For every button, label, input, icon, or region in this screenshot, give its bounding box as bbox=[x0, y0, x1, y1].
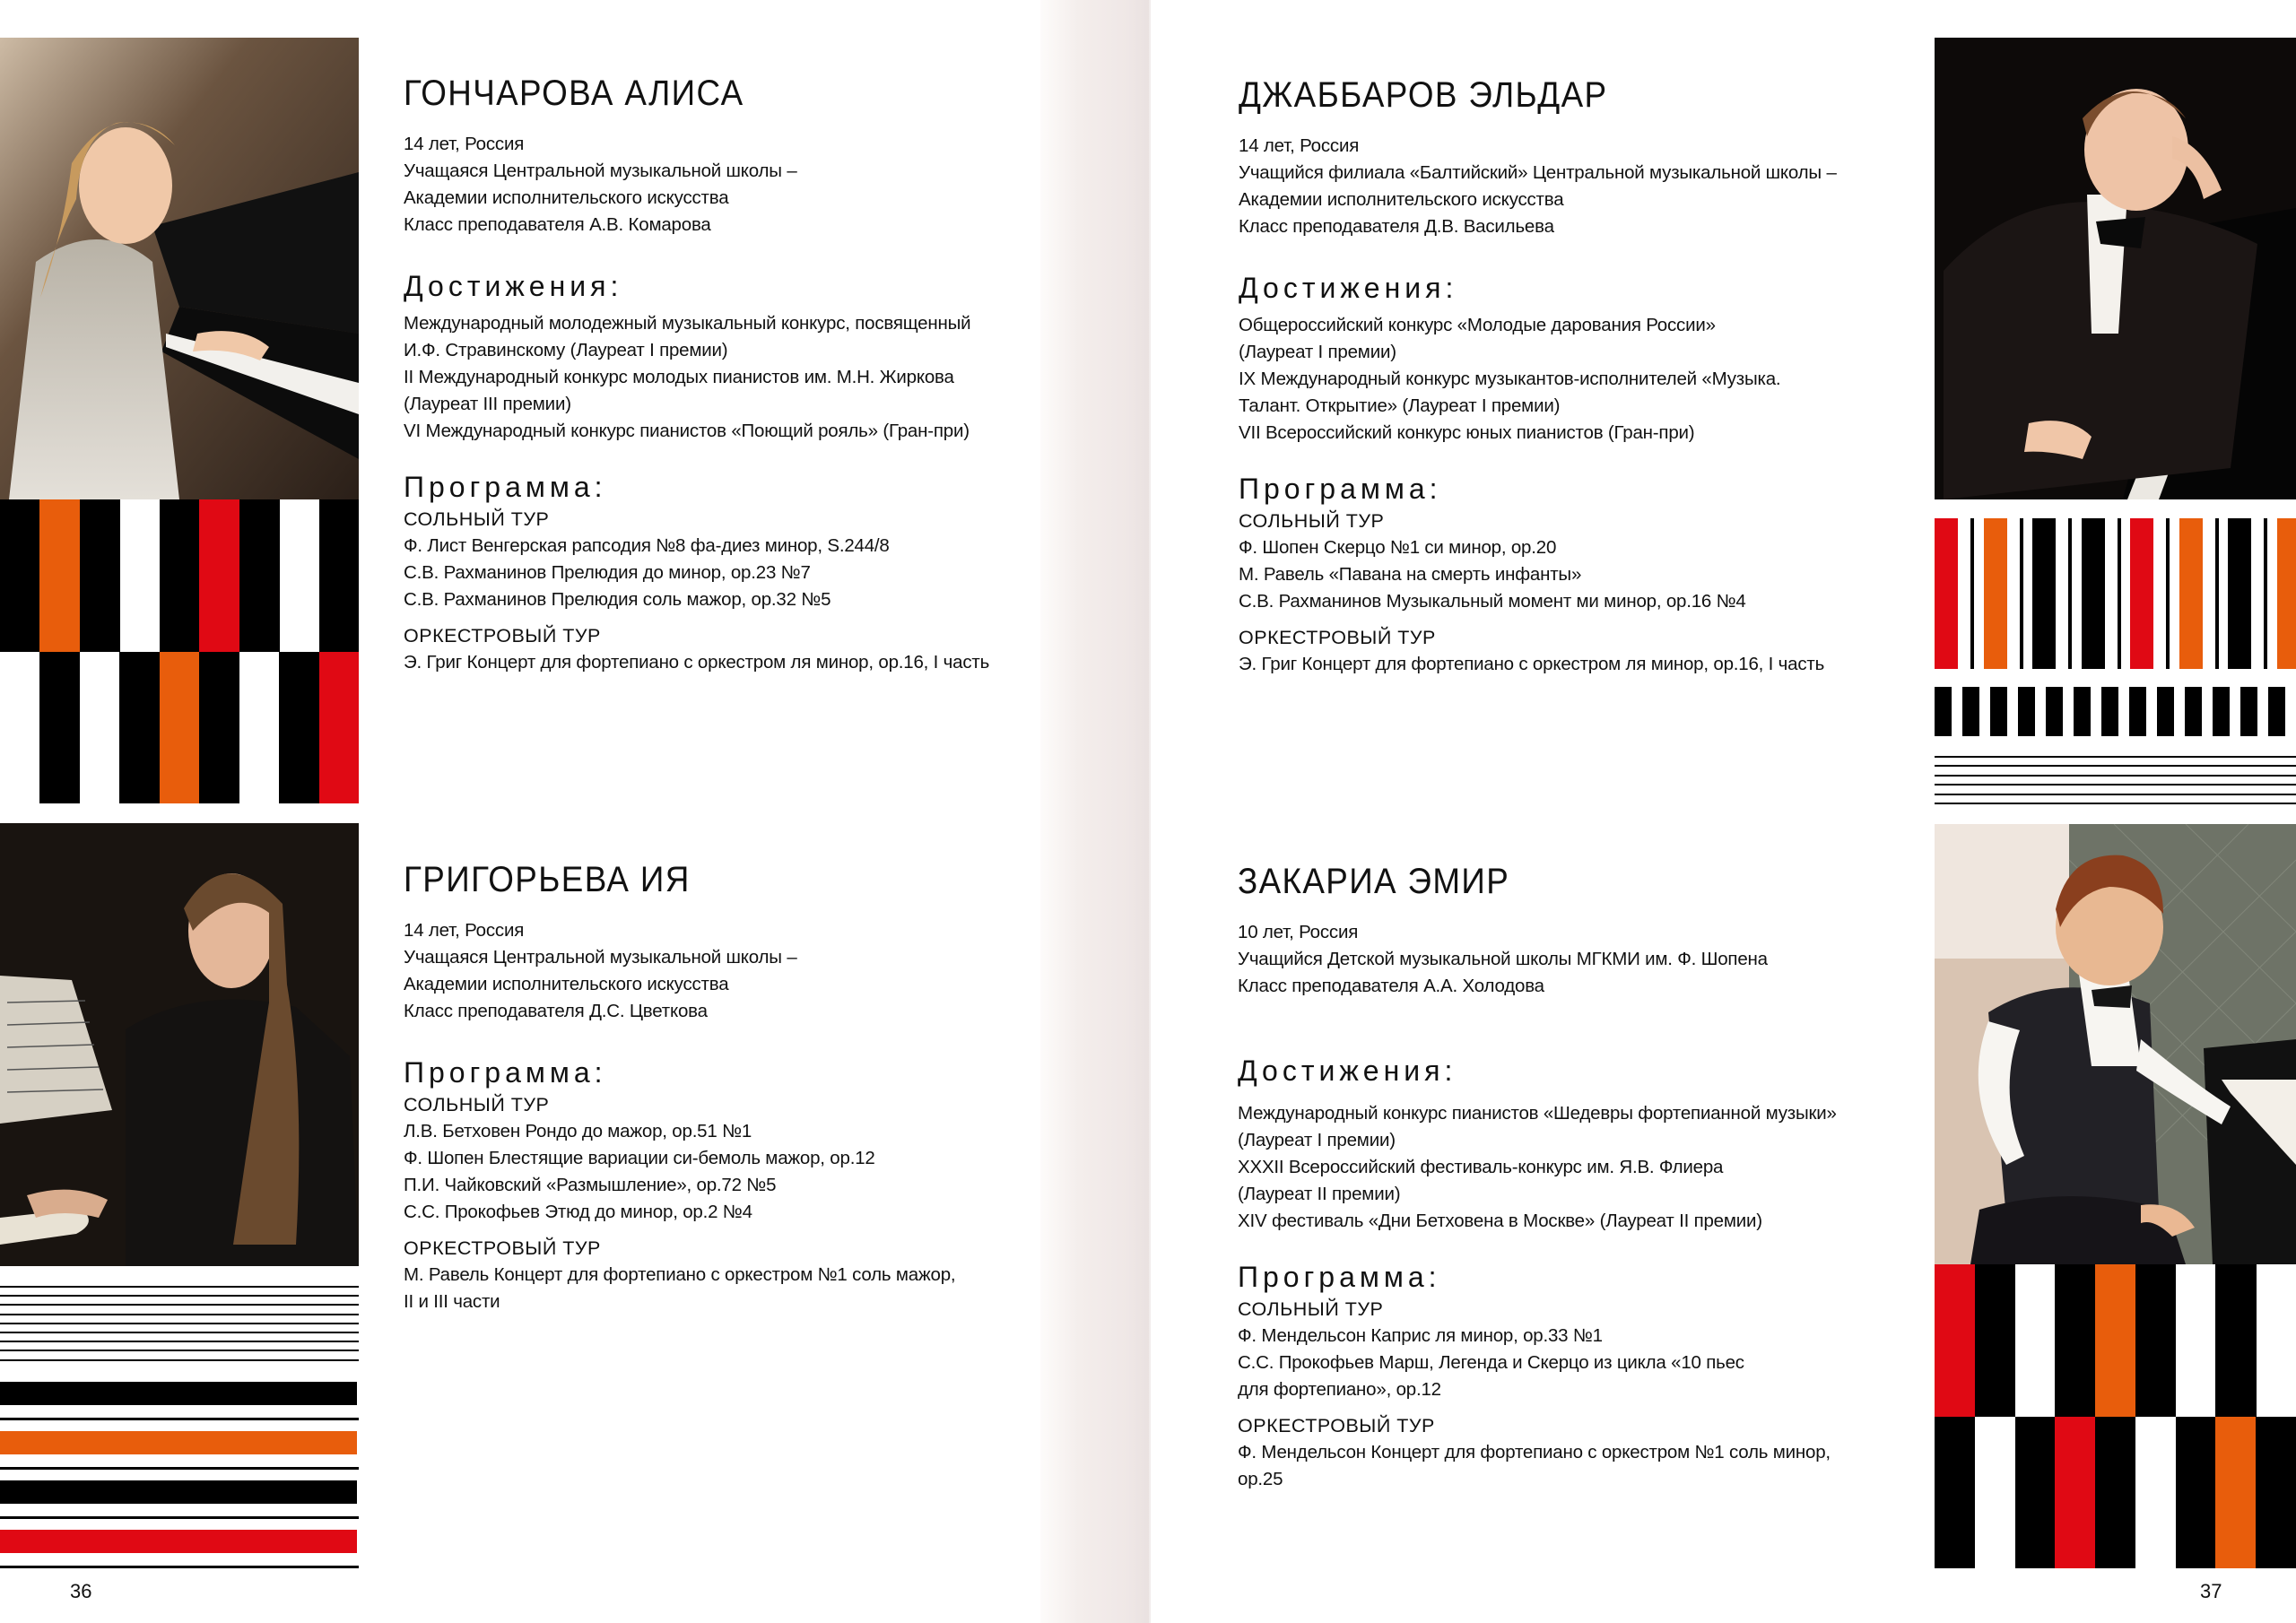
program-item: С.С. Прокофьев Этюд до минор, ор.2 №4 bbox=[404, 1202, 752, 1222]
info-line: Учащийся филиала «Балтийский» Центральной музыкальной школы – bbox=[1239, 162, 1837, 183]
decor-key-black bbox=[2015, 1417, 2056, 1569]
achievements-list bbox=[1239, 312, 1938, 447]
decor-pattern-barcode-right bbox=[1935, 518, 2296, 805]
decor-thin-bar bbox=[2068, 518, 2072, 669]
decor-block bbox=[1935, 687, 1952, 736]
performer-info bbox=[404, 131, 1103, 239]
decor-thin-bar bbox=[1970, 518, 1974, 669]
decor-bar-black bbox=[2082, 518, 2105, 669]
bio-dzhabbarov bbox=[1239, 74, 1938, 678]
info-line: Класс преподавателя А.В. Комарова bbox=[404, 214, 711, 235]
achievement-line: II Международный конкурс молодых пианистов им. М.Н. Жиркова bbox=[404, 367, 954, 387]
decor-key-black bbox=[279, 652, 319, 804]
achievement-line: IX Международный конкурс музыкантов-исполнителей «Музыка. bbox=[1239, 369, 1781, 389]
decor-line bbox=[1935, 784, 2296, 785]
performer-info bbox=[1239, 133, 1938, 240]
decor-line bbox=[0, 1323, 359, 1324]
decor-key-black bbox=[239, 499, 280, 652]
info-line: Учащаяся Центральной музыкальной школы – bbox=[404, 947, 797, 968]
decor-block bbox=[2240, 687, 2257, 736]
program-item: М. Равель «Павана на смерть инфанты» bbox=[1239, 564, 1582, 585]
decor-key-black bbox=[1935, 1417, 1975, 1569]
solo-tour-heading: СОЛЬНЫЙ ТУР bbox=[404, 508, 550, 530]
program-item: Э. Григ Концерт для фортепиано с оркестром ля минор, ор.16, I часть bbox=[404, 652, 990, 673]
info-line: 10 лет, Россия bbox=[1238, 922, 1359, 942]
decor-thin-bar bbox=[2166, 518, 2170, 669]
bio-goncharova bbox=[404, 72, 1103, 676]
decor-thin-bar bbox=[2020, 518, 2023, 669]
decor-line bbox=[0, 1314, 359, 1315]
decor-key-black bbox=[2256, 1417, 2296, 1569]
achievements-heading: Достижения: bbox=[1238, 1055, 1457, 1087]
photo-grigoryeva bbox=[0, 823, 359, 1266]
solo-tour-heading: СОЛЬНЫЙ ТУР bbox=[1238, 1298, 1384, 1320]
program-heading: Программа: bbox=[1238, 1261, 1441, 1293]
decor-key-red bbox=[2055, 1417, 2095, 1569]
info-line: Академии исполнительского искусства bbox=[404, 187, 729, 208]
orchestra-tour-heading: ОРКЕСТРОВЫЙ ТУР bbox=[1238, 1415, 1435, 1436]
decor-thin-bar bbox=[2215, 518, 2219, 669]
decor-key-black bbox=[39, 652, 80, 804]
decor-line bbox=[1935, 775, 2296, 777]
decor-block bbox=[2046, 687, 2063, 736]
program-heading: Программа: bbox=[404, 471, 607, 503]
program-item: Ф. Шопен Скерцо №1 си минор, ор.20 bbox=[1239, 537, 1557, 558]
decor-block bbox=[2074, 687, 2091, 736]
orchestra-tour-heading: ОРКЕСТРОВЫЙ ТУР bbox=[1239, 627, 1436, 648]
performer-name: ДЖАББАРОВ ЭЛЬДАР bbox=[1239, 75, 1608, 115]
program-heading: Программа: bbox=[1239, 473, 1442, 505]
info-line: 14 лет, Россия bbox=[404, 920, 525, 941]
program-item: ор.25 bbox=[1238, 1469, 1283, 1489]
program-item: для фортепиано», ор.12 bbox=[1238, 1379, 1441, 1400]
achievements-heading: Достижения: bbox=[404, 270, 623, 302]
decor-bar-red bbox=[2130, 518, 2153, 669]
photo-zakaria bbox=[1935, 824, 2296, 1264]
decor-key-black bbox=[2215, 1264, 2256, 1417]
program-item: П.И. Чайковский «Размышление», ор.72 №5 bbox=[404, 1175, 777, 1195]
program-item: М. Равель Концерт для фортепиано с оркестром №1 соль мажор, bbox=[404, 1264, 956, 1285]
achievement-line: Международный конкурс пианистов «Шедевры фортепианной музыки» bbox=[1238, 1103, 1837, 1124]
decor-key-black bbox=[2095, 1417, 2135, 1569]
decor-block bbox=[2213, 687, 2230, 736]
decor-line bbox=[0, 1418, 359, 1420]
decor-bar-orange bbox=[2277, 518, 2296, 669]
decor-line bbox=[1935, 765, 2296, 767]
info-line: 14 лет, Россия bbox=[1239, 135, 1360, 156]
info-line: Академии исполнительского искусства bbox=[1239, 189, 1564, 210]
decor-line bbox=[1935, 794, 2296, 795]
decor-thin-bar bbox=[2118, 518, 2121, 669]
decor-line bbox=[0, 1467, 359, 1470]
info-line: 14 лет, Россия bbox=[404, 134, 525, 154]
decor-block bbox=[2129, 687, 2146, 736]
decor-line bbox=[0, 1332, 359, 1333]
achievement-line: XXXII Всероссийский фестиваль-конкурс им. Я.В. Флиера bbox=[1238, 1157, 1724, 1177]
decor-key-black bbox=[1975, 1264, 2015, 1417]
program-item: С.С. Прокофьев Марш, Легенда и Скерцо из цикла «10 пьес bbox=[1238, 1352, 1744, 1373]
decor-key-black bbox=[199, 652, 239, 804]
decor-block bbox=[1990, 687, 2007, 736]
decor-line bbox=[0, 1350, 359, 1351]
decor-key-red bbox=[199, 499, 239, 652]
achievement-line: И.Ф. Стравинскому (Лауреат I премии) bbox=[404, 340, 728, 360]
decor-line bbox=[0, 1359, 359, 1361]
decor-line bbox=[0, 1341, 359, 1342]
program-item: Э. Григ Концерт для фортепиано с оркестром ля минор, ор.16, I часть bbox=[1239, 654, 1825, 674]
decor-thin-bar bbox=[2264, 518, 2267, 669]
info-line: Учащаяся Центральной музыкальной школы – bbox=[404, 161, 797, 181]
achievements-list bbox=[1238, 1100, 1937, 1235]
decor-bar-orange bbox=[2179, 518, 2203, 669]
decor-band-red bbox=[0, 1530, 357, 1553]
page-number-left: 36 bbox=[70, 1580, 92, 1602]
orchestra-tour-heading: ОРКЕСТРОВЫЙ ТУР bbox=[404, 1237, 601, 1259]
page-number-right: 37 bbox=[2200, 1580, 2222, 1602]
achievement-line: (Лауреат II премии) bbox=[1238, 1184, 1401, 1204]
achievement-line: VI Международный конкурс пианистов «Поющий рояль» (Гран-при) bbox=[404, 421, 970, 441]
decor-line bbox=[0, 1304, 359, 1306]
performer-info bbox=[404, 917, 1103, 1025]
decor-pattern-bands-left bbox=[0, 1282, 359, 1569]
decor-line bbox=[0, 1566, 359, 1568]
performer-name: ГОНЧАРОВА АЛИСА bbox=[404, 74, 744, 113]
program-item: С.В. Рахманинов Прелюдия до минор, ор.23 №7 bbox=[404, 562, 811, 583]
decor-key-black bbox=[160, 499, 200, 652]
decor-key-black bbox=[2055, 1264, 2095, 1417]
program-item: С.В. Рахманинов Прелюдия соль мажор, ор.32 №5 bbox=[404, 589, 831, 610]
performer-name: ГРИГОРЬЕВА ИЯ bbox=[404, 860, 691, 899]
decor-key-red bbox=[1935, 1264, 1975, 1417]
info-line: Академии исполнительского искусства bbox=[404, 974, 729, 994]
decor-block bbox=[2018, 687, 2035, 736]
decor-band-black bbox=[0, 1480, 357, 1504]
info-line: Учащийся Детской музыкальной школы МГКМИ им. Ф. Шопена bbox=[1238, 949, 1768, 969]
decor-line bbox=[1935, 803, 2296, 804]
info-line: Класс преподавателя Д.В. Васильева bbox=[1239, 216, 1554, 237]
decor-block bbox=[2157, 687, 2174, 736]
achievement-line: Талант. Открытие» (Лауреат I премии) bbox=[1239, 395, 1561, 416]
decor-key-orange bbox=[160, 652, 200, 804]
program-item: Ф. Лист Венгерская рапсодия №8 фа-диез минор, S.244/8 bbox=[404, 535, 890, 556]
decor-line bbox=[0, 1286, 359, 1288]
bio-zakaria bbox=[1238, 860, 1937, 1493]
decor-key-black bbox=[80, 499, 120, 652]
achievement-line: VII Всероссийский конкурс юных пианистов (Гран-при) bbox=[1239, 422, 1695, 443]
book-spine-edge bbox=[1149, 0, 1151, 1623]
decor-key-black bbox=[119, 652, 160, 804]
decor-key-black bbox=[2135, 1264, 2176, 1417]
performer-name: ЗАКАРИА ЭМИР bbox=[1238, 862, 1510, 901]
decor-key-orange bbox=[39, 499, 80, 652]
achievement-line: (Лауреат I премии) bbox=[1239, 342, 1396, 362]
decor-key-red bbox=[319, 652, 360, 804]
decor-key-black bbox=[2176, 1417, 2216, 1569]
orchestra-tour-heading: ОРКЕСТРОВЫЙ ТУР bbox=[404, 625, 601, 647]
decor-block bbox=[2268, 687, 2285, 736]
program-heading: Программа: bbox=[404, 1056, 607, 1089]
achievements-heading: Достижения: bbox=[1239, 272, 1458, 304]
decor-block bbox=[1962, 687, 1979, 736]
program-item: Ф. Мендельсон Концерт для фортепиано с оркестром №1 соль минор, bbox=[1238, 1442, 1831, 1462]
decor-key-orange bbox=[2215, 1417, 2256, 1569]
achievement-line: Международный молодежный музыкальный конкурс, посвященный bbox=[404, 313, 971, 334]
decor-line bbox=[0, 1295, 359, 1297]
decor-block bbox=[2101, 687, 2118, 736]
achievement-line: XIV фестиваль «Дни Бетховена в Москве» (Лауреат II премии) bbox=[1238, 1211, 1762, 1231]
decor-pattern-keys-right bbox=[1935, 1264, 2296, 1568]
program-item: Ф. Мендельсон Каприс ля минор, ор.33 №1 bbox=[1238, 1325, 1603, 1346]
decor-band-black bbox=[0, 1382, 357, 1405]
program-item: Л.В. Бетховен Рондо до мажор, ор.51 №1 bbox=[404, 1121, 752, 1141]
decor-key-black bbox=[319, 499, 360, 652]
solo-tour-heading: СОЛЬНЫЙ ТУР bbox=[404, 1094, 550, 1115]
decor-pattern-keys-left bbox=[0, 499, 359, 803]
decor-bar-orange bbox=[1984, 518, 2007, 669]
achievement-line: (Лауреат III премии) bbox=[404, 394, 571, 414]
decor-bar-black bbox=[2032, 518, 2056, 669]
program-item: Ф. Шопен Блестящие вариации си-бемоль мажор, ор.12 bbox=[404, 1148, 875, 1168]
achievement-line: (Лауреат I премии) bbox=[1238, 1130, 1396, 1150]
decor-key-black bbox=[0, 499, 40, 652]
decor-bar-black bbox=[2228, 518, 2251, 669]
photo-dzhabbarov bbox=[1935, 38, 2296, 499]
performer-info bbox=[1238, 919, 1937, 1000]
decor-key-orange bbox=[2095, 1264, 2135, 1417]
bio-grigoryeva bbox=[404, 858, 1103, 1315]
info-line: Класс преподавателя Д.С. Цветкова bbox=[404, 1001, 708, 1021]
decor-line bbox=[0, 1516, 359, 1519]
solo-tour-heading: СОЛЬНЫЙ ТУР bbox=[1239, 510, 1385, 532]
program-item: II и III части bbox=[404, 1291, 500, 1312]
achievements-list bbox=[404, 310, 1103, 445]
info-line: Класс преподавателя А.А. Холодова bbox=[1238, 976, 1544, 996]
program-item: С.В. Рахманинов Музыкальный момент ми минор, ор.16 №4 bbox=[1239, 591, 1746, 612]
photo-goncharova bbox=[0, 38, 359, 499]
decor-block bbox=[2185, 687, 2202, 736]
decor-band-orange bbox=[0, 1431, 357, 1454]
decor-line bbox=[1935, 756, 2296, 758]
achievement-line: Общероссийский конкурс «Молодые дарования России» bbox=[1239, 315, 1716, 335]
